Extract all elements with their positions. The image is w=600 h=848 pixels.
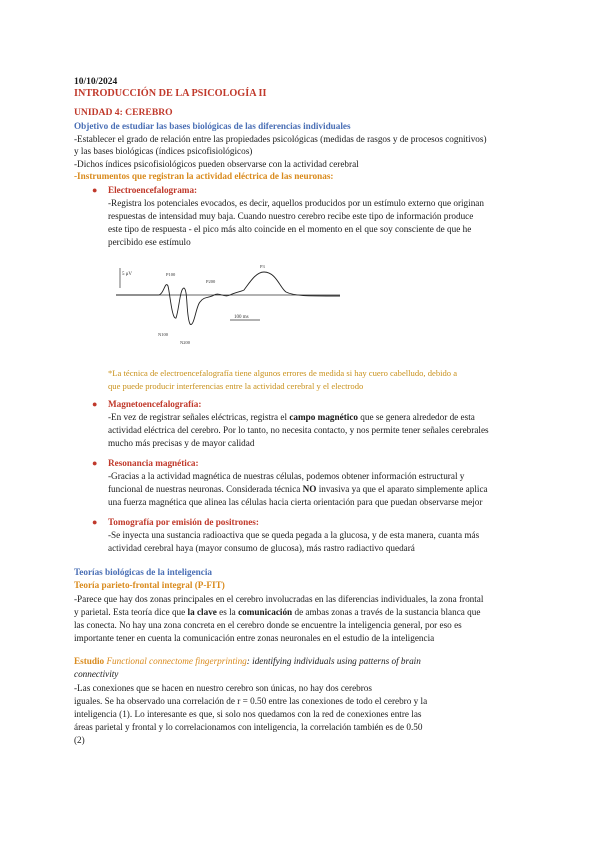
- pet-line-1: -Se inyecta una sustancia radioactiva que se queda pegada a la glucosa, y de esta manera, cuanta más: [108, 530, 480, 540]
- document-title: INTRODUCCIÓN DE LA PSICOLOGÍA II: [74, 88, 267, 99]
- eeg-note-line-1: *La técnica de electroencefalografía tiene algunos errores de medida si hay cuero cabelludo, debido a: [108, 368, 458, 378]
- scale-t-label: 100 ms: [234, 315, 249, 320]
- study-line-2: iguales. Se ha observado una correlación de r = 0.50 entre las conexiones de todo el cerebro y la: [74, 696, 428, 706]
- bullet-icon: ●: [92, 185, 98, 195]
- meg-line-1: -En vez de registrar señales eléctricas, registra el campo magnético que se genera alrededor de esta: [108, 412, 475, 422]
- study-subtitle-line-2: connectivity: [74, 669, 119, 679]
- eeg-line-3: este tipo de respuesta - el pico más alto coincide en el momento en el que soy consciente de que he: [108, 224, 472, 234]
- eeg-line-4: percibido ese estímulo: [108, 237, 191, 247]
- study-line-1: -Las conexiones que se hacen en nuestro cerebro son únicas, no hay dos cerebros: [74, 683, 372, 693]
- objective-line-2: y las bases biológicas (índices psicofisiológicos): [74, 146, 253, 156]
- theories-heading: Teorías biológicas de la inteligencia: [74, 567, 212, 577]
- study-line-5: (2): [74, 735, 85, 745]
- scale-v-label: 5 μV: [122, 272, 133, 277]
- eeg-note-line-2: que puede producir interferencias entre la actividad cerebral y el electrodo: [108, 381, 364, 391]
- study-label: Estudio: [74, 656, 105, 666]
- mri-title: Resonancia magnética:: [108, 458, 199, 468]
- p100-label: P100: [166, 272, 176, 277]
- objective-line-3: -Dichos índices psicofisiológicos pueden observarse con la actividad cerebral: [74, 159, 359, 169]
- pet-title: Tomografía por emisión de positrones:: [108, 517, 259, 527]
- meg-line-2: actividad eléctrica del cerebro. Por lo tanto, no necesita contacto, y nos permite tener señales cerebrales: [108, 425, 489, 435]
- pfit-line-2: y parietal. Esta teoría dice que la clave es la comunicación de ambas zonas a través de la sustancia blanca que: [74, 607, 481, 617]
- bullet-icon: ●: [92, 458, 98, 468]
- bullet-icon: ●: [92, 517, 98, 527]
- objective-line-1: -Establecer el grado de relación entre las propiedades psicológicas (medidas de rasgos y de procesos cognitivos): [74, 134, 487, 144]
- pfit-heading: Teoría parieto-frontal integral (P-FIT): [74, 580, 225, 590]
- p200-label: P200: [206, 279, 216, 284]
- unit-heading: UNIDAD 4: CEREBRO: [74, 107, 173, 118]
- study-heading: [74, 655, 421, 667]
- pfit-line-4: importante tener en cuenta la comunicación entre zonas neuronales en el estudio de la inteligencia: [74, 633, 435, 643]
- meg-bold-term: campo magnético: [289, 412, 358, 422]
- pfit-line-3: las conecta. No hay una zona concreta en el cerebro donde se encuentre la inteligencia general, por eso es: [74, 620, 462, 630]
- mri-line-2: funcional de nuestras neuronas. Considerada técnica NO invasiva ya que el aparato simplemente aplica: [108, 484, 488, 494]
- instruments-heading: -Instrumentos que registran la actividad eléctrica de las neuronas:: [74, 171, 334, 181]
- study-subtitle: : identifying individuals using patterns of brain: [246, 656, 421, 666]
- mri-bold-term: NO: [302, 484, 317, 494]
- meg-title: Magnetoencefalografía:: [108, 399, 202, 409]
- n200-label: N200: [180, 340, 190, 345]
- objective-heading: Objetivo de estudiar las bases biológicas de las diferencias individuales: [74, 121, 351, 131]
- mri-line-1: -Gracias a la actividad magnética de nuestras células, podemos obtener información estructural y: [108, 471, 465, 481]
- study-title: Functional connectome fingerprinting: [106, 656, 247, 666]
- study-line-3: inteligencia (1). Lo interesante es que, si solo nos quedamos con la red de conexiones entre las: [74, 709, 422, 719]
- erp-waveform-figure: [110, 258, 350, 350]
- eeg-line-1: -Registra los potenciales evocados, es decir, aquellos producidos por un estímulo externo que originan: [108, 198, 484, 208]
- erp-waveform-line: [116, 272, 340, 324]
- p300-label: P3: [260, 264, 265, 269]
- pet-line-2: actividad cerebral haya (mayor consumo de glucosa), más rastro radiactivo quedará: [108, 543, 415, 553]
- document-date: 10/10/2024: [74, 77, 118, 87]
- mri-line-3: una fuerza magnética que alinea las células hacia cierta orientación para que puedan observarse mejor: [108, 497, 483, 507]
- eeg-title: Electroencefalograma:: [108, 185, 198, 195]
- bullet-icon: ●: [92, 399, 98, 409]
- eeg-line-2: respuestas de intensidad muy baja. Cuando nuestro cerebro recibe este tipo de información produce: [108, 211, 474, 221]
- study-line-4: áreas parietal y frontal y lo correlacionamos con inteligencia, la correlación también es de 0.50: [74, 722, 423, 732]
- meg-line-3: mucho más precisas y de mayor calidad: [108, 438, 255, 448]
- n100-label: N100: [158, 332, 168, 337]
- pfit-line-1: -Parece que hay dos zonas principales en el cerebro involucradas en las diferencias individuales, la zona frontal: [74, 594, 484, 604]
